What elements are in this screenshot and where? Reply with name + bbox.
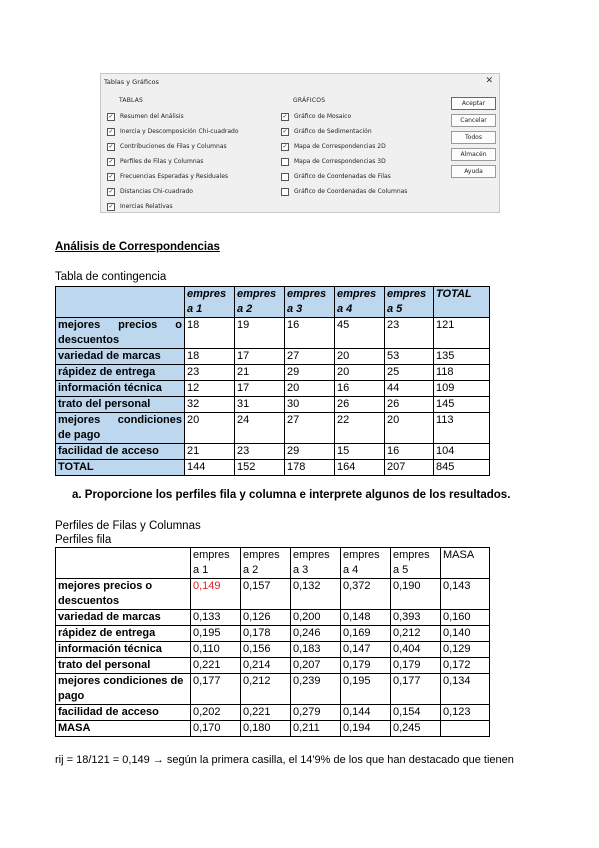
graphs-option[interactable] (281, 139, 451, 154)
table-cell: 104 (434, 444, 490, 460)
table-cell: 118 (434, 365, 490, 381)
row-label: rápidez de entrega (56, 365, 185, 381)
table-cell: 0,134 (441, 674, 490, 705)
table-cell: 0,123 (441, 705, 490, 721)
row-label: mejores precios o descuentos (56, 579, 191, 610)
graphs-option-label: Mapa de Correspondencias 2D (294, 143, 386, 150)
table-cell: 23 (385, 318, 434, 349)
table-cell: 18 (185, 318, 235, 349)
row-label: TOTAL (56, 460, 185, 476)
corner-cell (56, 548, 191, 579)
column-header: empres a 4 (341, 548, 391, 579)
table-cell: 29 (285, 365, 335, 381)
table-cell: 0,404 (391, 642, 441, 658)
table-cell: 0,156 (241, 642, 291, 658)
table-cell: 178 (285, 460, 335, 476)
row-label: variedad de marcas (56, 349, 185, 365)
checkbox-checked-icon[interactable]: ✓ (108, 172, 114, 180)
tables-graphs-dialog (100, 73, 500, 213)
table-cell: 145 (434, 397, 490, 413)
tables-option-label: Distancias Chi-cuadrado (120, 188, 193, 195)
table-cell: 24 (235, 413, 285, 444)
table-cell: 164 (335, 460, 385, 476)
table-cell: 20 (185, 413, 235, 444)
table-cell: 23 (185, 365, 235, 381)
table-cell: 16 (385, 444, 434, 460)
table-cell: 23 (235, 444, 285, 460)
column-header: empres a 2 (241, 548, 291, 579)
row-label: trato del personal (56, 397, 185, 413)
column-header: empres a 1 (191, 548, 241, 579)
table-cell: 144 (185, 460, 235, 476)
table-row (56, 444, 490, 460)
column-header: empres a 5 (391, 548, 441, 579)
table-cell: 32 (185, 397, 235, 413)
tables-option-label: Contribuciones de Filas y Columnas (120, 143, 227, 150)
table-cell: 15 (335, 444, 385, 460)
all-button[interactable]: Todos (451, 131, 496, 144)
column-header: MASA (441, 548, 490, 579)
table-cell: 45 (335, 318, 385, 349)
tables-option[interactable] (107, 199, 277, 214)
table-cell: 0,154 (391, 705, 441, 721)
table-cell: 0,183 (291, 642, 341, 658)
tables-option[interactable] (107, 109, 277, 124)
table-cell: 0,133 (191, 610, 241, 626)
table-cell: 152 (235, 460, 285, 476)
table-cell: 0,148 (341, 610, 391, 626)
table-cell: 135 (434, 349, 490, 365)
table-cell: 0,144 (341, 705, 391, 721)
row-label: información técnica (56, 642, 191, 658)
corner-cell (56, 287, 185, 318)
table-row (56, 397, 490, 413)
row-label: información técnica (56, 381, 185, 397)
table-row (56, 349, 490, 365)
checkbox-unchecked-icon[interactable] (281, 158, 289, 166)
table-cell: 113 (434, 413, 490, 444)
table-row (56, 610, 490, 626)
table-cell: 0,221 (191, 658, 241, 674)
row-label: mejores condiciones de pago (56, 674, 191, 705)
table-cell: 31 (235, 397, 285, 413)
table-row (56, 579, 490, 610)
checkbox-checked-icon[interactable]: ✓ (108, 127, 114, 135)
table-cell: 0,179 (341, 658, 391, 674)
table-cell: 0,279 (291, 705, 341, 721)
table-cell: 0,126 (241, 610, 291, 626)
table-cell: 19 (235, 318, 285, 349)
table-cell: 0,195 (341, 674, 391, 705)
checkbox-checked-icon[interactable]: ✓ (108, 187, 114, 195)
table-row (56, 365, 490, 381)
tables-option[interactable] (107, 124, 277, 139)
question-a: a. Proporcione los perfiles fila y columna e interprete algunos de los resultados. (72, 489, 511, 501)
tables-option-label: Resumen del Análisis (120, 113, 184, 120)
row-label: facilidad de acceso (56, 444, 185, 460)
profiles-caption: Perfiles de Filas y Columnas (55, 520, 201, 532)
graphs-option[interactable] (281, 184, 451, 199)
graphs-option[interactable] (281, 124, 451, 139)
table-cell (441, 721, 490, 737)
table-cell: 0,200 (291, 610, 341, 626)
table-cell: 22 (335, 413, 385, 444)
graphs-heading: GRÁFICOS (293, 97, 326, 104)
profiles-header-row (56, 548, 490, 579)
column-header: TOTAL (434, 287, 490, 318)
row-label: rápidez de entrega (56, 626, 191, 642)
checkbox-unchecked-icon[interactable] (281, 173, 289, 181)
table-cell: 12 (185, 381, 235, 397)
row-label: trato del personal (56, 658, 191, 674)
table-cell: 16 (285, 318, 335, 349)
table-cell: 0,180 (241, 721, 291, 737)
table-cell: 25 (385, 365, 434, 381)
table-cell: 0,169 (341, 626, 391, 642)
table-row (56, 721, 490, 737)
table-cell: 21 (235, 365, 285, 381)
table-cell: 0,143 (441, 579, 490, 610)
table-cell: 27 (285, 349, 335, 365)
row-label: mejores precios o descuentos (56, 318, 185, 349)
table-row (56, 658, 490, 674)
table-cell: 0,202 (191, 705, 241, 721)
tables-option[interactable] (107, 169, 277, 184)
contingency-caption: Tabla de contingencia (55, 271, 167, 283)
table-row (56, 626, 490, 642)
table-cell: 29 (285, 444, 335, 460)
row-profiles-caption: Perfiles fila (55, 534, 112, 546)
table-cell: 20 (335, 349, 385, 365)
tables-option-label: Inercia y Descomposición Chi-cuadrado (120, 128, 239, 135)
checkbox-checked-icon[interactable]: ✓ (108, 142, 114, 150)
table-cell: 0,178 (241, 626, 291, 642)
graphs-option-label: Gráfico de Coordenadas de Filas (294, 173, 391, 180)
table-cell: 0,149 (191, 579, 241, 610)
help-button[interactable]: Ayuda (451, 165, 496, 178)
checkbox-checked-icon[interactable]: ✓ (282, 112, 288, 120)
cancel-button[interactable]: Cancelar (451, 114, 496, 127)
table-cell: 0,160 (441, 610, 490, 626)
table-cell: 16 (335, 381, 385, 397)
table-cell: 0,212 (241, 674, 291, 705)
table-row (56, 413, 490, 444)
table-cell: 0,170 (191, 721, 241, 737)
table-cell: 53 (385, 349, 434, 365)
table-cell: 27 (285, 413, 335, 444)
table-cell: 20 (285, 381, 335, 397)
table-cell: 109 (434, 381, 490, 397)
table-cell: 0,195 (191, 626, 241, 642)
table-row (56, 674, 490, 705)
dialog-title: Tablas y Gráficos (104, 78, 159, 86)
graphs-option-label: Gráfico de Mosaico (294, 113, 352, 120)
table-cell: 121 (434, 318, 490, 349)
interpretation-note: rij = 18/121 = 0,149 → según la primera casilla, el 14'9% de los que han destacado que tienen (55, 754, 514, 766)
table-row (56, 381, 490, 397)
column-header: empres a 5 (385, 287, 434, 318)
table-cell: 0,110 (191, 642, 241, 658)
graphs-option-label: Mapa de Correspondencias 3D (294, 158, 386, 165)
table-cell: 0,207 (291, 658, 341, 674)
table-cell: 0,194 (341, 721, 391, 737)
table-cell: 0,245 (391, 721, 441, 737)
checkbox-checked-icon[interactable]: ✓ (108, 157, 114, 165)
graphs-option-label: Gráfico de Sedimentación (294, 128, 372, 135)
row-label: MASA (56, 721, 191, 737)
table-cell: 0,157 (241, 579, 291, 610)
table-cell: 26 (385, 397, 434, 413)
tables-option[interactable] (107, 154, 277, 169)
store-button[interactable]: Almacén (451, 148, 496, 161)
graphs-option-label: Gráfico de Coordenadas de Columnas (294, 188, 408, 195)
checkbox-checked-icon[interactable]: ✓ (282, 142, 288, 150)
table-cell: 30 (285, 397, 335, 413)
tables-option[interactable] (107, 184, 277, 199)
tables-options (107, 109, 277, 214)
row-label: facilidad de acceso (56, 705, 191, 721)
table-cell: 0,177 (191, 674, 241, 705)
table-cell: 21 (185, 444, 235, 460)
graphs-option[interactable] (281, 154, 451, 169)
row-profiles-table (55, 547, 490, 737)
column-header: empres a 3 (291, 548, 341, 579)
table-cell: 17 (235, 349, 285, 365)
checkbox-checked-icon[interactable]: ✓ (108, 112, 114, 120)
table-cell: 0,147 (341, 642, 391, 658)
contingency-table (55, 286, 490, 476)
contingency-header-row (56, 287, 490, 318)
table-cell: 0,177 (391, 674, 441, 705)
table-cell: 20 (385, 413, 434, 444)
row-label: variedad de marcas (56, 610, 191, 626)
table-cell: 0,214 (241, 658, 291, 674)
section-heading: Análisis de Correspondencias (55, 241, 220, 253)
row-label: mejores condiciones de pago (56, 413, 185, 444)
table-cell: 0,172 (441, 658, 490, 674)
table-cell: 0,221 (241, 705, 291, 721)
table-cell: 0,190 (391, 579, 441, 610)
table-cell: 0,246 (291, 626, 341, 642)
tables-option-label: Frecuencias Esperadas y Residuales (120, 173, 229, 180)
tables-option-label: Perfiles de Filas y Columnas (120, 158, 204, 165)
table-row (56, 318, 490, 349)
table-cell: 0,393 (391, 610, 441, 626)
graphs-options (281, 109, 451, 199)
table-cell: 26 (335, 397, 385, 413)
graphs-option[interactable] (281, 169, 451, 184)
checkbox-checked-icon[interactable]: ✓ (282, 127, 288, 135)
table-row (56, 705, 490, 721)
table-cell: 20 (335, 365, 385, 381)
table-cell: 0,211 (291, 721, 341, 737)
table-cell: 0,212 (391, 626, 441, 642)
table-cell: 0,372 (341, 579, 391, 610)
table-cell: 0,129 (441, 642, 490, 658)
column-header: empres a 2 (235, 287, 285, 318)
checkbox-checked-icon[interactable]: ✓ (108, 202, 114, 210)
checkbox-unchecked-icon[interactable] (281, 188, 289, 196)
table-cell: 207 (385, 460, 434, 476)
close-icon[interactable]: ✕ (485, 76, 493, 86)
table-cell: 0,132 (291, 579, 341, 610)
table-cell: 17 (235, 381, 285, 397)
column-header: empres a 4 (335, 287, 385, 318)
tables-option[interactable] (107, 139, 277, 154)
table-row (56, 460, 490, 476)
column-header: empres a 1 (185, 287, 235, 318)
table-cell: 18 (185, 349, 235, 365)
column-header: empres a 3 (285, 287, 335, 318)
table-cell: 0,239 (291, 674, 341, 705)
accept-button[interactable]: Aceptar (451, 97, 496, 110)
graphs-option[interactable] (281, 109, 451, 124)
dialog-buttons (451, 97, 497, 182)
table-cell: 44 (385, 381, 434, 397)
table-row (56, 642, 490, 658)
table-cell: 0,179 (391, 658, 441, 674)
tables-option-label: Inercias Relativas (120, 203, 173, 210)
table-cell: 845 (434, 460, 490, 476)
tables-heading: TABLAS (119, 97, 144, 104)
table-cell: 0,140 (441, 626, 490, 642)
